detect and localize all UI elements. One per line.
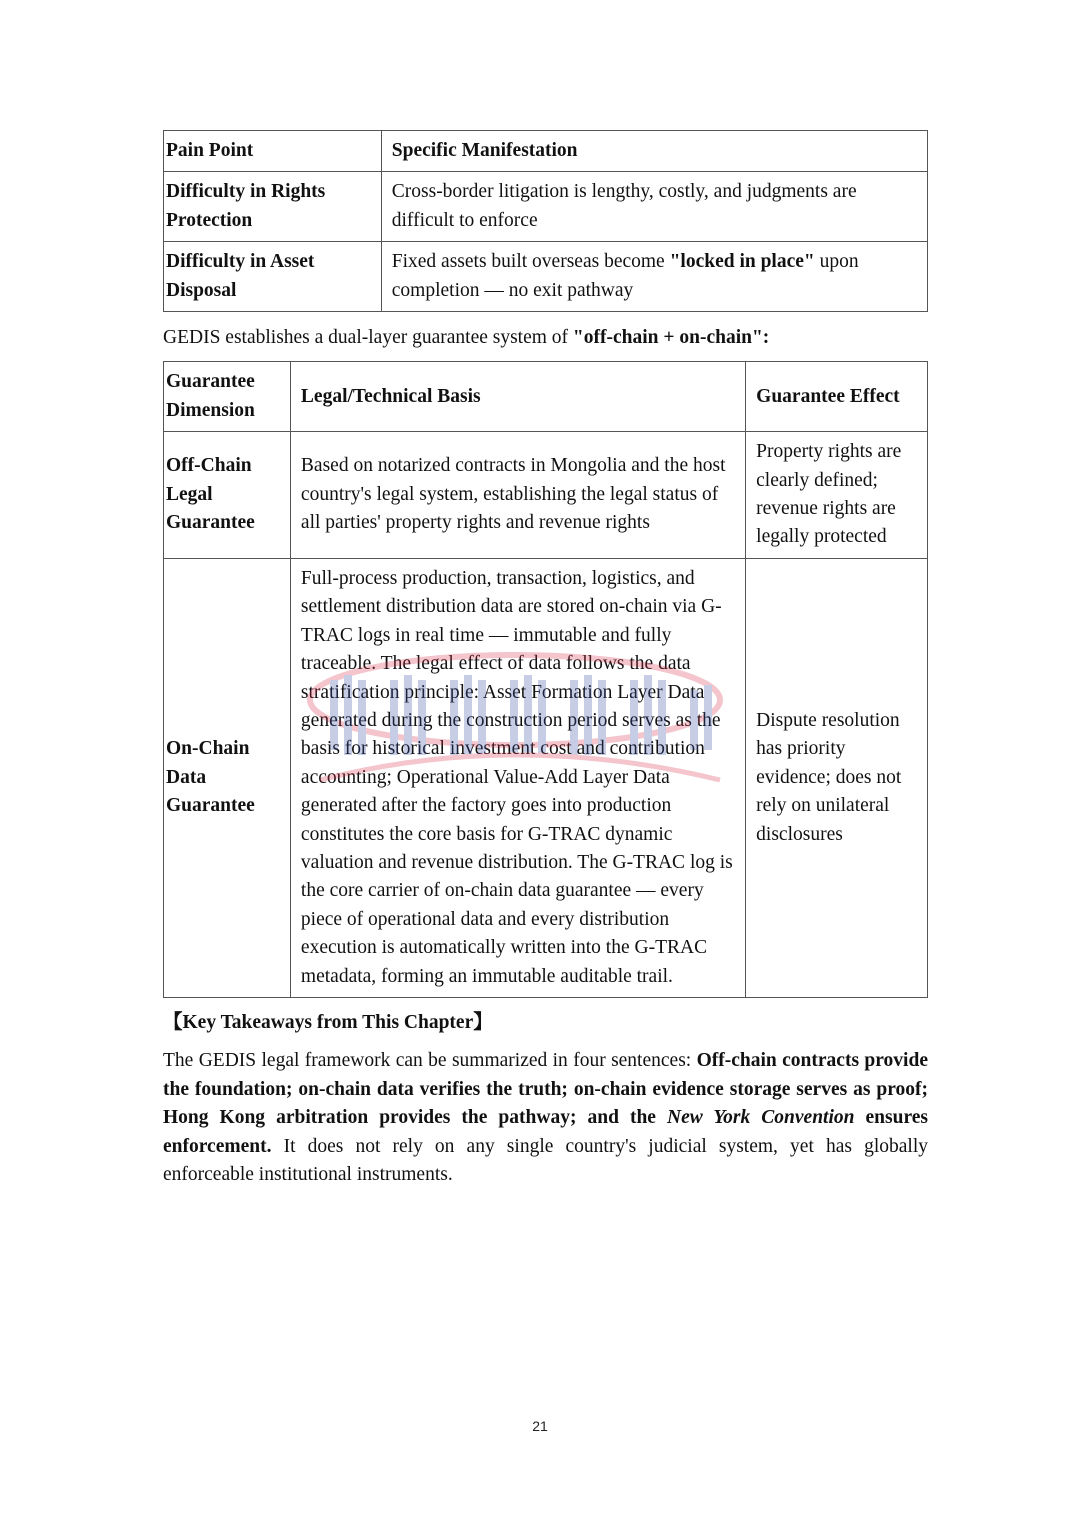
pain-point-table [163, 130, 928, 312]
chapter-takeaways-heading: 【Key Takeaways from This Chapter】 [163, 1011, 493, 1033]
manifestation-cell: Cross-border litigation is lengthy, costly, and judgments are difficult to enforce [381, 172, 927, 242]
pain-point-cell: Difficulty in Asset Disposal [164, 242, 382, 312]
effect-cell: Property rights are clearly defined; revenue rights are legally protected [746, 432, 928, 559]
intro-paragraph [163, 324, 928, 352]
summary-emphasis: Off-chain contracts provide the foundation; on-chain data verifies the truth; on-chain evidence storage serves as proof; Hong Kong arbitration provides the pathway; and the [163, 1050, 928, 1129]
header-guarantee-effect: Guarantee Effect [746, 362, 928, 432]
summary-text: The GEDIS legal framework can be summarized in four sentences: [163, 1050, 697, 1072]
manifestation-text: upon completion — no exit pathway [391, 251, 859, 301]
header-legal-technical-basis: Legal/Technical Basis [290, 362, 745, 432]
pain-point-cell: Difficulty in Rights Protection [164, 172, 382, 242]
manifestation-emphasis: "locked in place" [669, 251, 815, 273]
manifestation-text: Fixed assets built overseas become [391, 251, 670, 273]
summary-emphasis: ensures enforcement. [163, 1107, 928, 1157]
dimension-cell: Off-Chain Legal Guarantee [164, 432, 291, 559]
table-header-row [164, 362, 928, 432]
header-guarantee-dimension: Guarantee Dimension [164, 362, 291, 432]
table-header-row [164, 131, 928, 172]
summary-convention-name: New York Convention [666, 1107, 855, 1129]
intro-text: GEDIS establishes a dual-layer guarantee system of [163, 327, 573, 349]
document-page [163, 130, 928, 1189]
summary-text: It does not rely on any single country's judicial system, yet has globally enforceable institutional instruments. [163, 1135, 928, 1185]
table-row [164, 558, 928, 997]
table-row [164, 432, 928, 559]
guarantee-table [163, 361, 928, 998]
header-pain-point: Pain Point [164, 131, 382, 172]
table-row [164, 172, 928, 242]
intro-emphasis: "off-chain + on-chain": [572, 327, 770, 349]
header-specific-manifestation: Specific Manifestation [381, 131, 927, 172]
chapter-summary-paragraph [163, 1047, 928, 1189]
table-row [164, 242, 928, 312]
dimension-cell: On-Chain Data Guarantee [164, 558, 291, 997]
manifestation-cell [381, 242, 927, 312]
effect-cell: Dispute resolution has priority evidence; does not rely on unilateral disclosures [746, 558, 928, 997]
basis-cell: Full-process production, transaction, logistics, and settlement distribution data are stored on-chain via G-TRAC logs in real time — immutable and fully traceable. The legal effect of data follows the data stratification principle: Asset Formation Layer Data generated during the construction period serves as the basis for historical investment cost and contribution accounting; Operational Value-Add Layer Data generated after the factory goes into production constitutes the core basis for G-TRAC dynamic valuation and revenue distribution. The G-TRAC log is the core carrier of on-chain data guarantee — every piece of operational data and every distribution execution is automatically written into the G-TRAC metadata, forming an immutable auditable trail. [290, 558, 745, 997]
page-number: 21 [532, 1418, 548, 1434]
basis-cell: Based on notarized contracts in Mongolia and the host country's legal system, establishing the legal status of all parties' property rights and revenue rights [290, 432, 745, 559]
